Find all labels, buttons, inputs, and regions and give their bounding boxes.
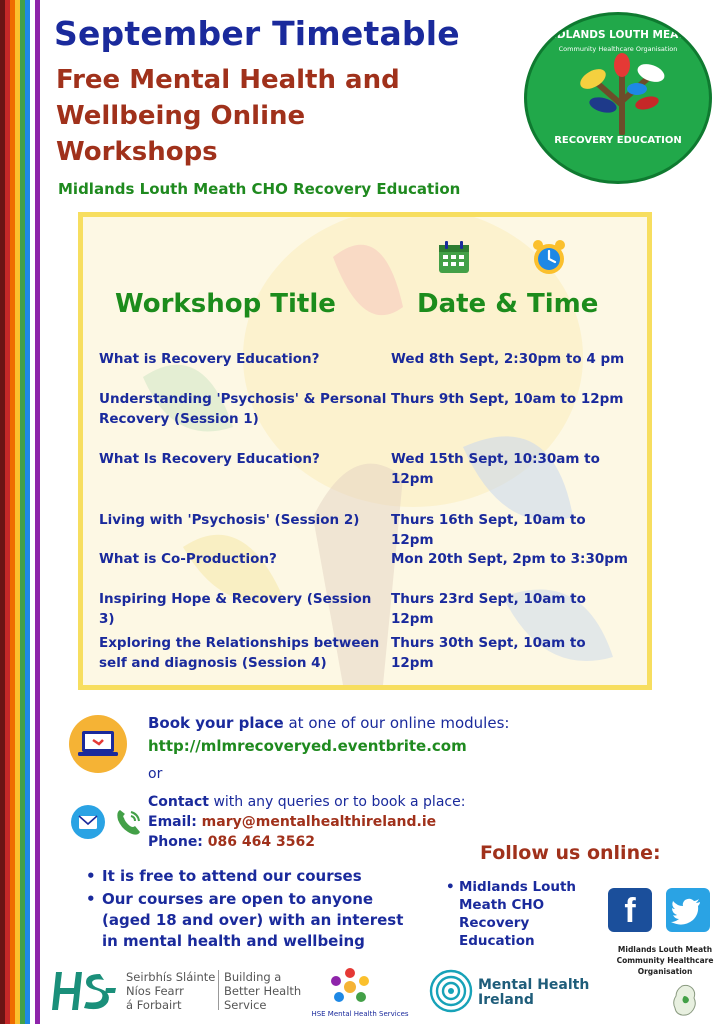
recovery-education-logo [524, 12, 712, 184]
mental-health-ireland-text [478, 978, 589, 1008]
eventbrite-link[interactable]: http://mlmrecoveryed.eventbrite.com [148, 737, 467, 755]
small-org-caption: Midlands Louth Meath Community Healthcare Organisation [616, 945, 714, 976]
phone-line [148, 834, 315, 850]
datetime-cell: Thurs 9th Sept, 10am to 12pm [391, 391, 624, 407]
datetime-cell: Thurs 23rd Sept, 10am to 12pm [391, 591, 586, 627]
booking-text [148, 714, 509, 732]
twitter-bird-icon [666, 888, 710, 932]
booking-rest: at one of our online modules: [283, 714, 510, 732]
hse-line: á Forbairt [126, 998, 182, 1012]
phone-number[interactable]: 086 464 3562 [207, 834, 315, 850]
twitter-icon[interactable] [666, 888, 710, 932]
hse-english-text [224, 970, 301, 1012]
table-row [99, 510, 639, 550]
info-bullets [84, 866, 424, 954]
phone-icon [112, 806, 144, 838]
follow-heading: Follow us online: [480, 842, 661, 864]
hse-line: Building a [224, 970, 282, 984]
table-row [99, 389, 639, 429]
hse-irish-text [126, 970, 215, 1012]
workshop-cell: Inspiring Hope & Recovery (Session 3) [99, 591, 372, 627]
datetime-cell: Wed 8th Sept, 2:30pm to 4 pm [391, 351, 625, 367]
email-label: Email: [148, 814, 202, 830]
rainbow-stripes [0, 0, 40, 1024]
mhs-caption: HSE Mental Health Services [311, 1010, 409, 1018]
ireland-map-icon [672, 984, 698, 1018]
logo-bottom-text: RECOVERY EDUCATION [554, 135, 682, 146]
laptop-icon [68, 714, 128, 774]
or-text: or [148, 766, 163, 782]
organisation-line: Midlands Louth Meath CHO Recovery Education [58, 180, 461, 198]
datetime-cell: Thurs 16th Sept, 10am to 12pm [391, 512, 586, 548]
mental-health-services-logo-icon [328, 966, 372, 1008]
datetime-cell: Thurs 30th Sept, 10am to 12pm [391, 635, 586, 671]
hse-line: Seirbhís Sláinte [126, 970, 216, 984]
hse-divider [218, 970, 219, 1010]
logo-top-text: MIDLANDS LOUTH MEATH [542, 29, 694, 41]
workshop-cell: What is Recovery Education? [99, 351, 320, 367]
calendar-icon [437, 239, 471, 275]
alarm-clock-icon [531, 239, 567, 277]
workshop-cell: What is Co-Production? [99, 551, 277, 567]
hse-logo-icon [52, 968, 118, 1014]
timetable-panel [78, 212, 652, 690]
date-time-header: Date & Time [417, 289, 599, 319]
mhi-line: Mental Health [478, 977, 590, 993]
mhi-line: Ireland [478, 992, 534, 1008]
phone-label: Phone: [148, 834, 208, 850]
table-row [99, 449, 639, 489]
mental-health-ireland-logo-icon [428, 968, 474, 1014]
facebook-icon[interactable]: f [608, 888, 652, 932]
table-row [99, 633, 639, 673]
tree-icon [567, 53, 677, 135]
datetime-cell: Wed 15th Sept, 10:30am to 12pm [391, 451, 600, 487]
table-row [99, 549, 639, 569]
page-title: September Timetable [54, 14, 460, 53]
contact-rest: with any queries or to book a place: [209, 794, 466, 810]
mail-icon [70, 804, 106, 840]
workshop-cell: What Is Recovery Education? [99, 451, 320, 467]
hse-line: Níos Fearr [126, 984, 184, 998]
workshop-cell: Exploring the Relationships between self and diagnosis (Session 4) [99, 635, 380, 671]
email-line [148, 814, 436, 830]
logo-top-subtext: Community Healthcare Organisation [558, 45, 678, 53]
hse-line: Service [224, 998, 267, 1012]
contact-lead: Contact [148, 794, 209, 810]
workshop-cell: Living with 'Psychosis' (Session 2) [99, 512, 360, 528]
list-item: • It is free to attend our courses [84, 866, 424, 887]
table-row [99, 589, 639, 629]
table-row [99, 349, 639, 369]
datetime-cell: Mon 20th Sept, 2pm to 3:30pm [391, 551, 628, 567]
workshop-cell: Understanding 'Psychosis' & Personal Recovery (Session 1) [99, 391, 387, 427]
email-link[interactable]: mary@mentalhealthireland.ie [201, 814, 437, 830]
list-item: • Our courses are open to anyone (aged 18 and over) with an interest in mental health and wellbeing [84, 889, 424, 952]
page-subtitle: Free Mental Health and Wellbeing Online Workshops [56, 65, 400, 167]
hse-line: Better Health [224, 984, 302, 998]
booking-lead: Book your place [148, 714, 284, 732]
workshop-title-header: Workshop Title [115, 289, 336, 319]
contact-text [148, 794, 465, 810]
follow-item: • Midlands Louth Meath CHO Recovery Education [444, 878, 584, 950]
